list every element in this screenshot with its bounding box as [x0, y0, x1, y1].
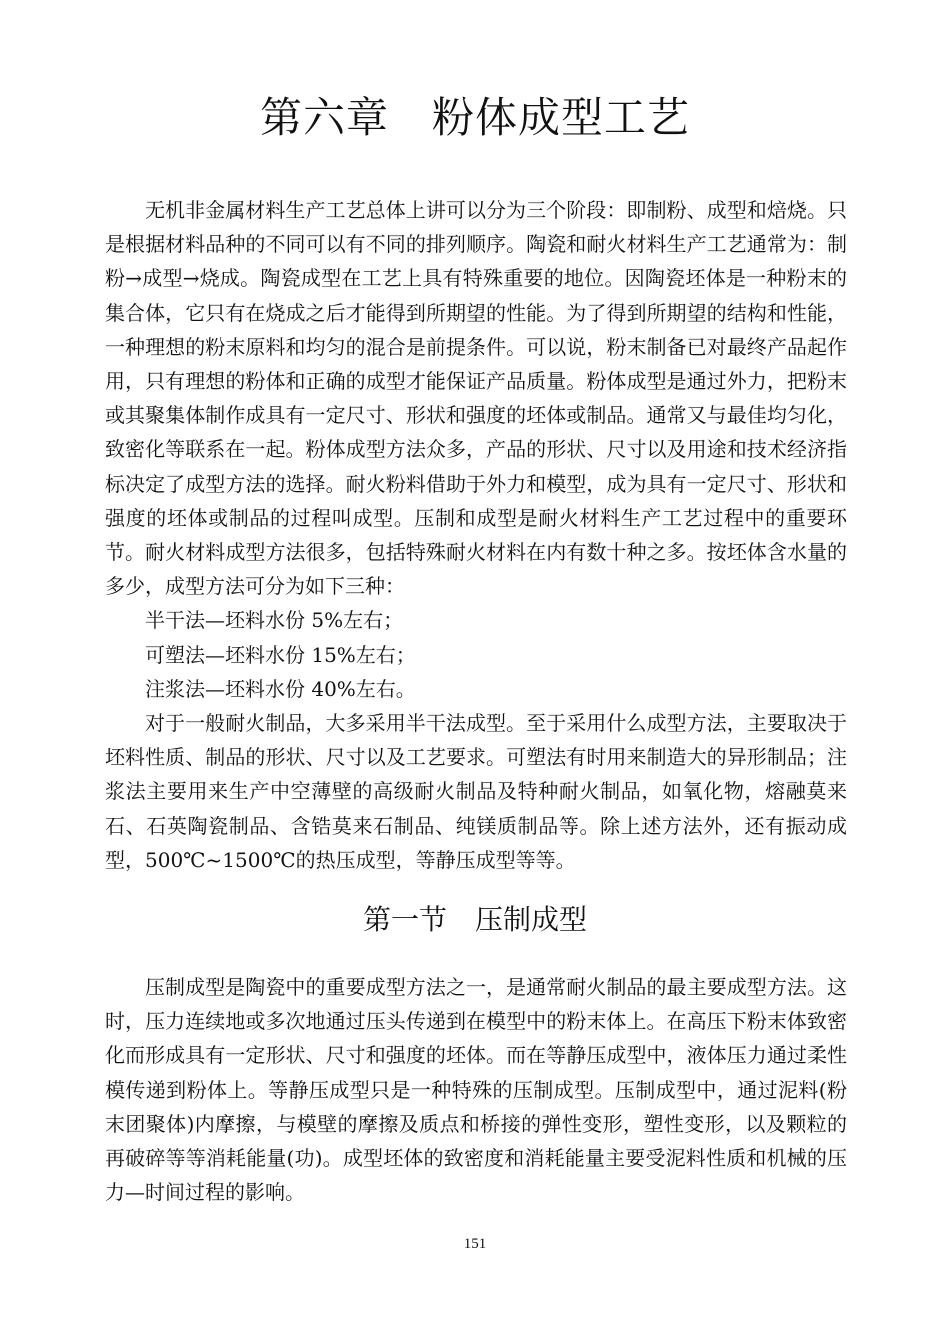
- chapter-title: 第六章 粉体成型工艺: [259, 93, 690, 142]
- method-item-plastic: 可塑法—坯料水份 15%左右；: [145, 642, 416, 667]
- intro-paragraph-2: 对于一般耐火制品，大多采用半干法成型。至于采用什么成型方法，主要取决于坯料性质、制品的形状、尺寸以及工艺要求。可塑法有时用来制造大的异形制品；注浆法主要用来生产中空薄壁的高级耐火制品及特种耐火制品，如氧化物，熔融莫来石、石英陶瓷制品、含锆莫来石制品、纯镁质制品等。除上述方法外，还有振动成型，500℃~1500℃的热压成型，等静压成型等等。: [105, 711, 847, 872]
- section-paragraph: 压制成型是陶瓷中的重要成型方法之一，是通常耐火制品的最主要成型方法。这时，压力连续地或多次地通过压头传递到在模型中的粉末体上。在高压下粉末体致密化而形成具有一定形状、尺寸和强度的坯体。而在等静压成型中，液体压力通过柔性模传递到粉体上。等静压成型只是一种特殊的压制成型。压制成型中，通过泥料(粉末团聚体)内摩擦，与模壁的摩擦及质点和桥接的弹性变形，塑性变形，以及颗粒的再破碎等等消耗能量(功)。成型坯体的致密度和消耗能量主要受泥料性质和机械的压力—时间过程的影响。: [105, 975, 847, 1205]
- method-item-semi-dry: 半干法—坯料水份 5%左右；: [145, 608, 404, 633]
- intro-section: [105, 193, 847, 877]
- page-number: 151: [463, 1236, 487, 1252]
- intro-paragraph: 无机非金属材料生产工艺总体上讲可以分为三个阶段：即制粉、成型和焙烧。只是根据材料品种的不同可以有不同的排列顺序。陶瓷和耐火材料生产工艺通常为：制粉→成型→烧成。陶瓷成型在工艺上具有特殊重要的地位。因陶瓷坯体是一种粉末的集合体，它只有在烧成之后才能得到所期望的性能。为了得到所期望的结构和性能，一种理想的粉末原料和均匀的混合是前提条件。可以说，粉末制备已对最终产品起作用，只有理想的粉体和正确的成型才能保证产品质量。粉体成型是通过外力，把粉末或其聚集体制作成具有一定尺寸、形状和强度的坯体或制品。通常又与最佳均匀化，致密化等联系在一起。粉体成型方法众多，产品的形状、尺寸以及用途和技术经济指标决定了成型方法的选择。耐火粉料借助于外力和模型，成为具有一定尺寸、形状和强度的坯体或制品的过程叫成型。压制和成型是耐火材料生产工艺过程中的重要环节。耐火材料成型方法很多，包括特殊耐火材料在内有数十种之多。按坯体含水量的多少，成型方法可分为如下三种：: [105, 198, 847, 599]
- section-title: 第一节 压制成型: [362, 903, 587, 936]
- method-item-slip-casting: 注浆法—坯料水份 40%左右。: [145, 676, 416, 701]
- section-body: [105, 970, 847, 1209]
